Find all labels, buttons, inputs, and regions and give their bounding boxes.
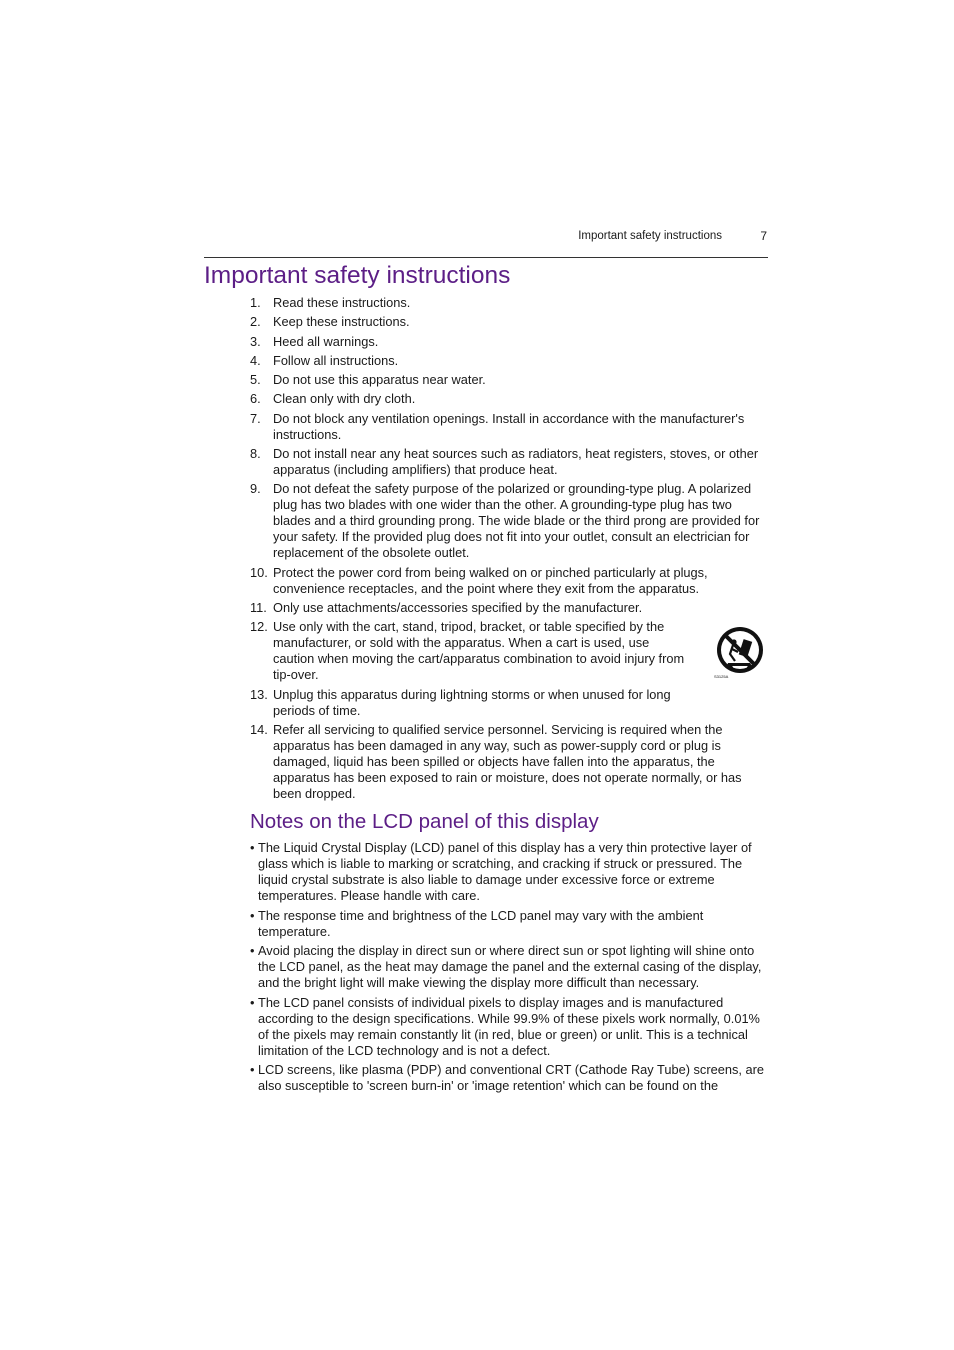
list-item: [250, 840, 768, 904]
item-number: 2.: [250, 314, 261, 330]
list-item: [250, 391, 768, 407]
item-text: Only use attachments/accessories specified by the manufacturer.: [273, 599, 643, 615]
page-header: [204, 229, 768, 258]
item-number: 10.: [250, 564, 268, 580]
item-text: Heed all warnings.: [273, 333, 379, 349]
item-text: Unplug this apparatus during lightning storms or when unused for long periods of time.: [273, 686, 671, 718]
item-text: Follow all instructions.: [273, 352, 399, 368]
item-number: 4.: [250, 352, 261, 368]
bullet: •: [250, 907, 255, 923]
list-item: [250, 1062, 768, 1094]
list-item: [250, 481, 768, 561]
list-item: [250, 295, 768, 311]
item-text: Do not defeat the safety purpose of the polarized or grounding-type plug. A polarized plug has two blades with one wider than the other. A grounding-type plug has two blades and a third grounding prong. The wide blade or the third prong are provided for your safety. If the provided plug does not fit into your outlet, consult an electrician for replacement of the obsolete outlet.: [273, 481, 760, 561]
item-text: Use only with the cart, stand, tripod, bracket, or table specified by the manufacturer, or sold with the apparatus. When a cart is used, use caution when moving the cart/apparatus combination to avoid injury from tip-over.: [273, 619, 685, 683]
header-section-title: Important safety instructions: [578, 230, 722, 242]
item-number: 7.: [250, 410, 261, 426]
item-text: Refer all servicing to qualified service personnel. Servicing is required when the apparatus has been damaged in any way, such as power-supply cord or plug is damaged, liquid has been spilled or objects have fallen into the apparatus, the apparatus has been exposed to rain or moisture, does not operate normally, or has been dropped.: [273, 721, 742, 801]
note-text: Avoid placing the display in direct sun or where direct sun or spot lighting will shine onto the LCD panel, as the heat may damage the panel and the external casing of the display, and the bright light will make viewing the display more difficult than necessary.: [258, 943, 762, 991]
list-item: [250, 334, 768, 350]
item-number: 11.: [250, 599, 267, 615]
list-item: [250, 411, 768, 443]
note-text: The response time and brightness of the LCD panel may vary with the ambient temperature.: [258, 907, 704, 939]
item-number: 6.: [250, 391, 261, 407]
note-text: The LCD panel consists of individual pixels to display images and is manufactured according to the design specifications. While 99.9% of these pixels work normally, 0.01% of the pixels may remain constantly lit (in red, blue or green) or unlit. This is a technical limitation of the LCD technology and is not a defect.: [258, 994, 760, 1058]
bullet: •: [250, 1062, 255, 1078]
bullet: •: [250, 943, 255, 959]
item-number: 14.: [250, 721, 268, 737]
item-number: 12.: [250, 619, 268, 635]
note-text: The Liquid Crystal Display (LCD) panel of this display has a very thin protective layer of glass which is liable to marking or scratching, and cracking if struck or pressured. The liquid crystal substrate is also liable to damage under excessive force or extreme temperatures. Please handle with care.: [258, 840, 752, 903]
list-item: [250, 446, 768, 478]
page-number: 7: [760, 229, 767, 243]
list-item: [250, 353, 768, 369]
item-number: 1.: [250, 295, 261, 310]
item-number: 9.: [250, 481, 261, 497]
item-number: 13.: [250, 686, 268, 702]
cart-icon-caption: S3125A: [714, 674, 729, 679]
safety-instructions-list: [250, 295, 768, 805]
list-item: [250, 995, 768, 1059]
item-text: Do not use this apparatus near water.: [273, 372, 486, 388]
item-text: Protect the power cord from being walked on or pinched particularly at plugs, convenience receptacles, and the point where they exit from the apparatus.: [273, 564, 708, 596]
bullet: •: [250, 840, 255, 855]
list-item: [250, 722, 768, 802]
cart-warning-svg: [714, 627, 766, 679]
item-text: Do not block any ventilation openings. Install in accordance with the manufacturer's instructions.: [273, 410, 745, 442]
note-text: LCD screens, like plasma (PDP) and conventional CRT (Cathode Ray Tube) screens, are also susceptible to 'screen burn-in' or 'image retention' which can be found on the: [258, 1062, 764, 1094]
item-number: 8.: [250, 446, 261, 462]
item-number: 3.: [250, 333, 261, 349]
item-text: Clean only with dry cloth.: [273, 391, 416, 407]
bullet: •: [250, 994, 255, 1010]
list-item: [250, 314, 768, 330]
cart-tip-over-warning-icon: [714, 627, 766, 679]
item-text: Read these instructions.: [273, 295, 411, 310]
section-heading-lcd: Notes on the LCD panel of this display: [250, 810, 599, 833]
list-item: [250, 908, 768, 940]
item-text: Do not install near any heat sources such as radiators, heat registers, stoves, or other apparatus (including amplifiers) that produce heat.: [273, 446, 759, 478]
list-item: [250, 372, 768, 388]
item-number: 5.: [250, 372, 261, 388]
item-text: Keep these instructions.: [273, 314, 410, 330]
list-item: [250, 619, 768, 683]
list-item: [250, 565, 768, 597]
lcd-notes-list: [250, 840, 768, 1098]
list-item: [250, 600, 768, 616]
list-item: [250, 687, 768, 719]
page-title: Important safety instructions: [204, 262, 511, 289]
list-item: [250, 943, 768, 991]
